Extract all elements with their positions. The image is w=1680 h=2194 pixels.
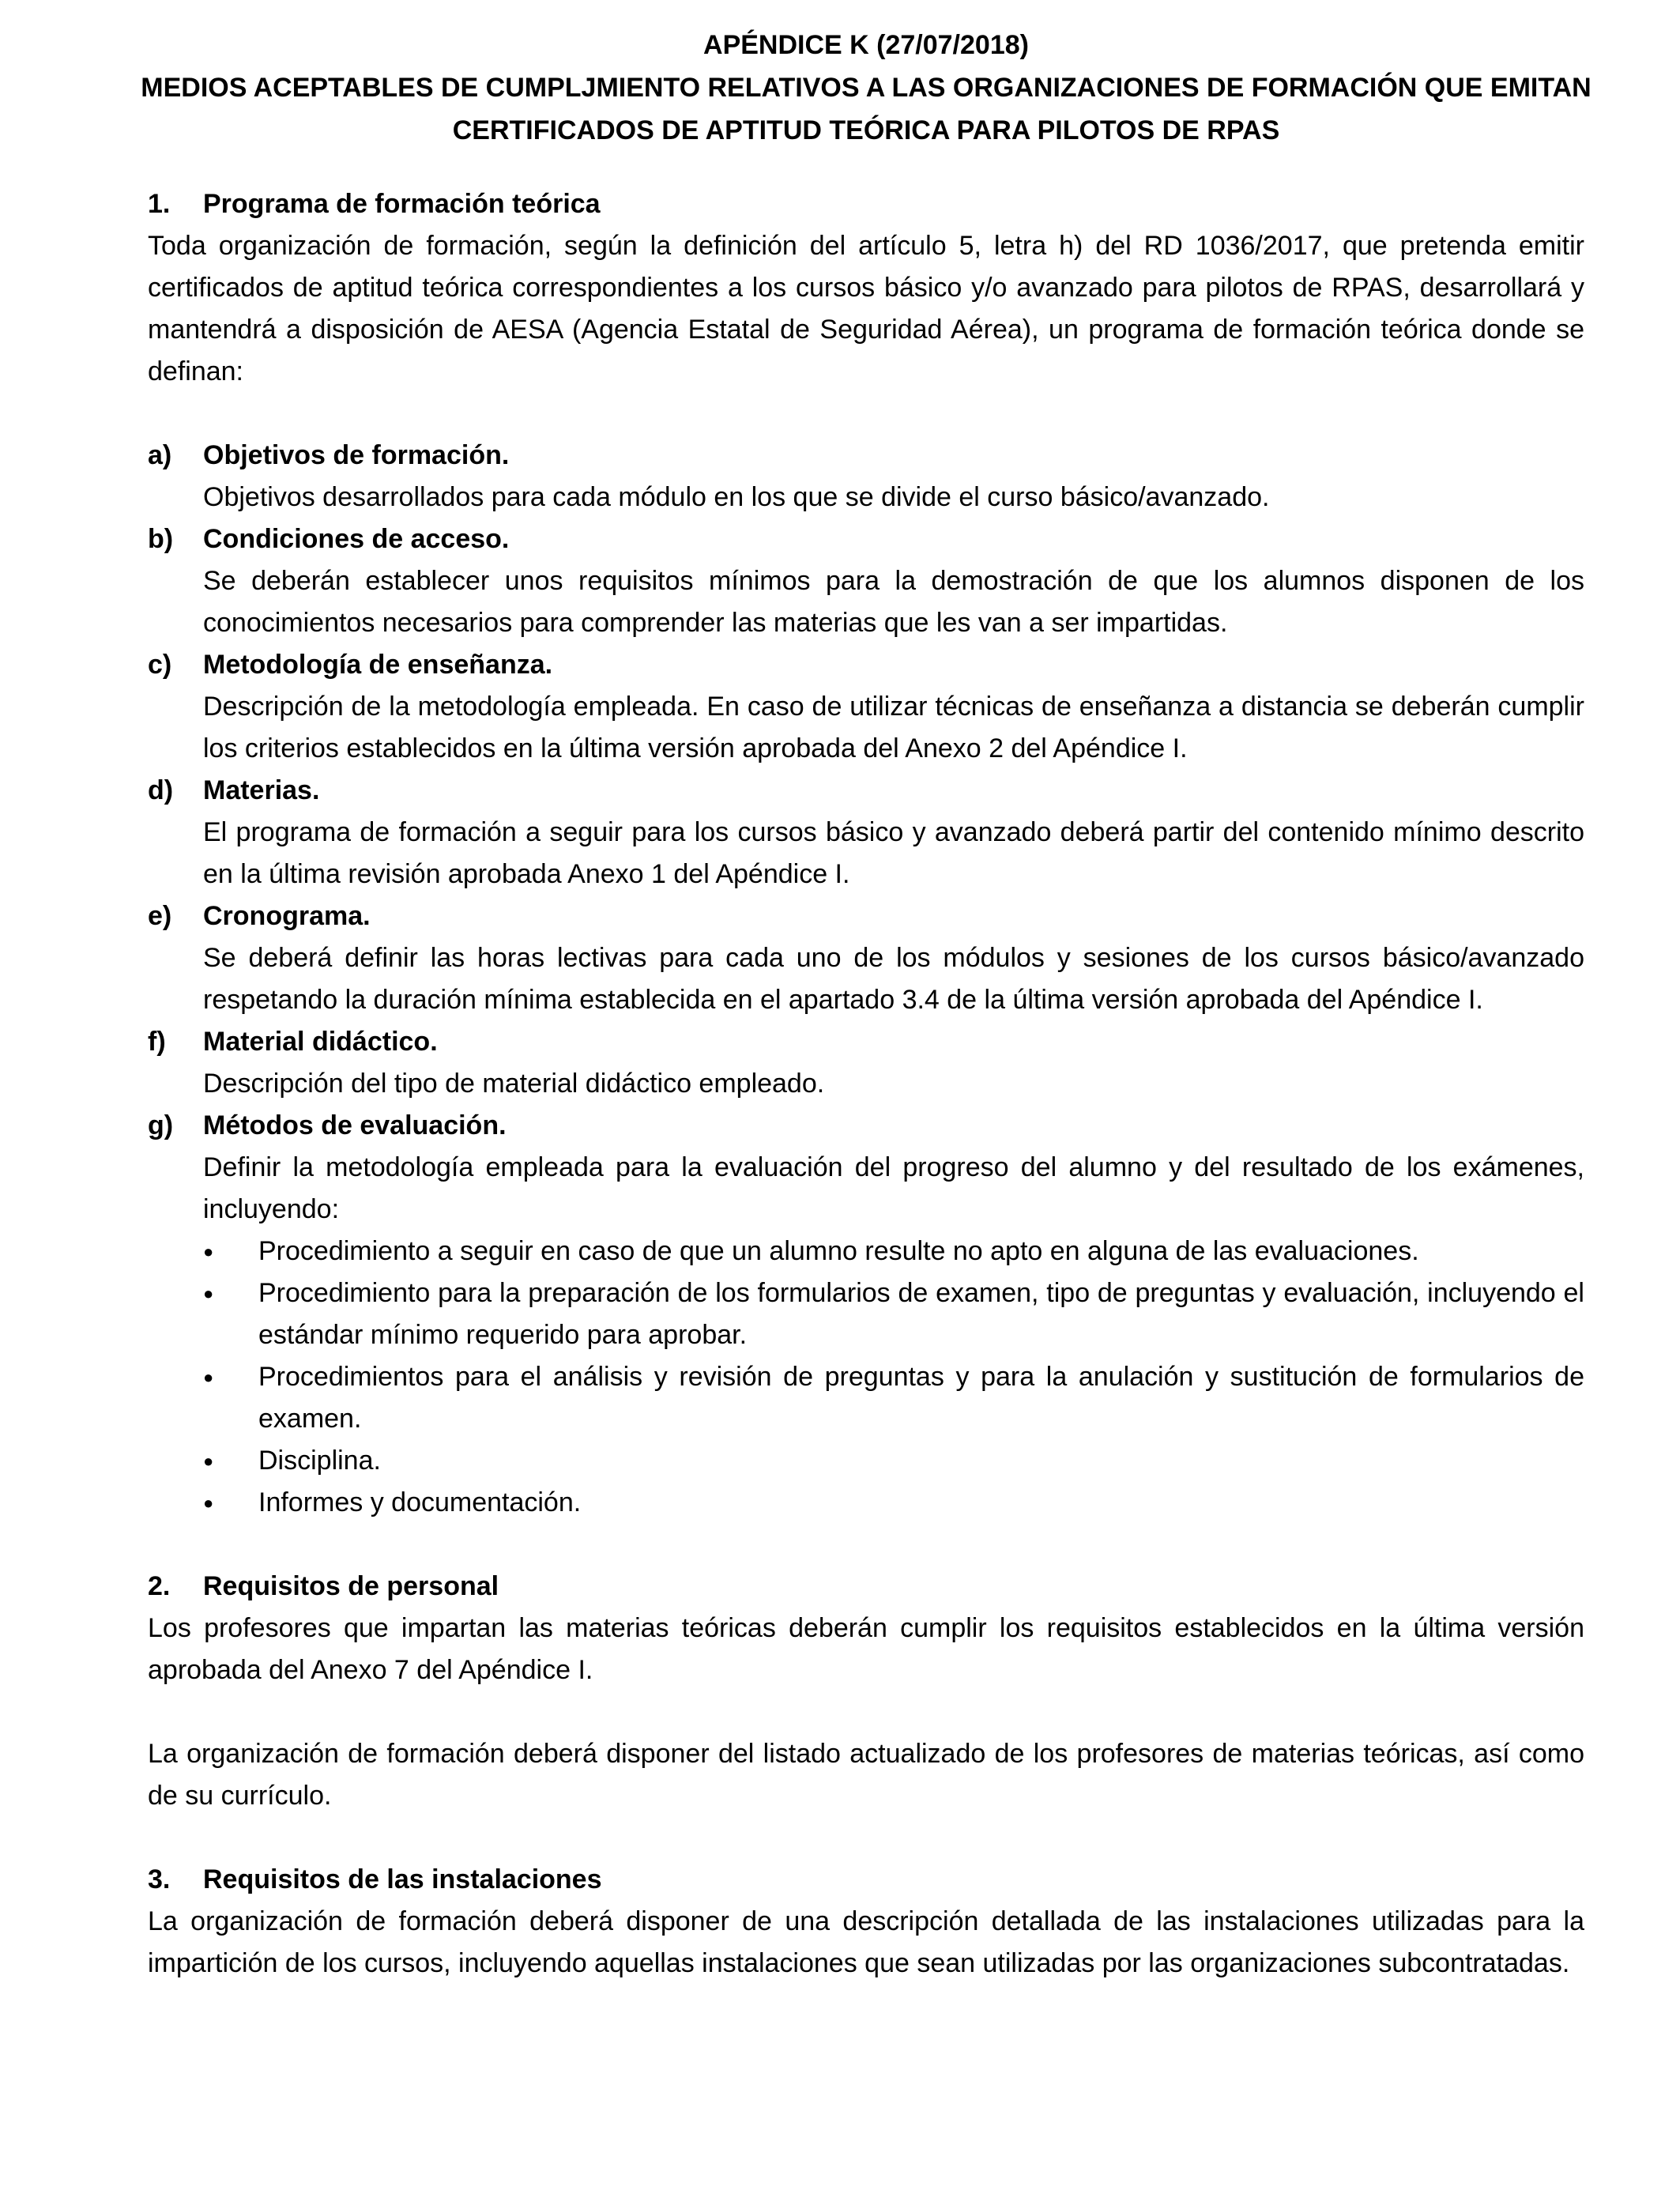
item-d bbox=[148, 770, 1584, 895]
list-item bbox=[203, 1482, 1584, 1524]
item-body: El programa de formación a seguir para los cursos básico y avanzado deberá partir del contenido mínimo descrito en la última revisión aprobada Anexo 1 del Apéndice I. bbox=[203, 817, 1584, 889]
item-title: Métodos de evaluación. bbox=[203, 1110, 507, 1140]
item-f bbox=[148, 1021, 1584, 1105]
list-item bbox=[203, 1356, 1584, 1440]
section-3-heading bbox=[148, 1859, 1584, 1901]
item-letter: c) bbox=[148, 650, 172, 680]
section-1-number: 1. bbox=[148, 189, 171, 219]
bullet-text: Disciplina. bbox=[258, 1446, 381, 1476]
item-body: Descripción del tipo de material didáctico empleado. bbox=[203, 1069, 825, 1099]
item-letter: a) bbox=[148, 440, 172, 470]
list-item bbox=[203, 1231, 1584, 1272]
bullet-icon: ● bbox=[203, 1284, 214, 1303]
item-letter: f) bbox=[148, 1027, 166, 1057]
bullet-icon: ● bbox=[203, 1493, 214, 1513]
section-3-paragraph-1: La organización de formación deberá disponer de una descripción detallada de las instalaciones utilizadas para la impartición de los cursos, incluyendo aquellas instalaciones que sean utilizadas por las organizaciones subcontratadas. bbox=[148, 1906, 1584, 1978]
item-title: Metodología de enseñanza. bbox=[203, 650, 553, 680]
item-body: Definir la metodología empleada para la evaluación del progreso del alumno y del resultado de los exámenes, incluyendo: bbox=[203, 1152, 1584, 1224]
item-c bbox=[148, 644, 1584, 770]
list-item bbox=[203, 1440, 1584, 1482]
bullet-text: Procedimiento a seguir en caso de que un alumno resulte no apto en alguna de las evaluaciones. bbox=[258, 1236, 1419, 1266]
item-a bbox=[148, 435, 1584, 518]
item-letter: e) bbox=[148, 901, 172, 931]
section-2-paragraph-2: La organización de formación deberá disponer del listado actualizado de los profesores de materias teóricas, así como de su currículo. bbox=[148, 1739, 1584, 1811]
item-title: Objetivos de formación. bbox=[203, 440, 510, 470]
bullet-icon: ● bbox=[203, 1367, 214, 1387]
section-3-title: Requisitos de las instalaciones bbox=[203, 1864, 602, 1894]
item-title: Materias. bbox=[203, 775, 320, 805]
bullet-text: Informes y documentación. bbox=[258, 1487, 582, 1517]
item-title: Condiciones de acceso. bbox=[203, 524, 510, 554]
section-2-heading bbox=[148, 1566, 1584, 1608]
bullet-text: Procedimiento para la preparación de los formularios de examen, tipo de preguntas y evaluación, incluyendo el estándar mínimo requerido para aprobar. bbox=[258, 1278, 1584, 1350]
item-title: Cronograma. bbox=[203, 901, 371, 931]
section-1-intro: Toda organización de formación, según la definición del artículo 5, letra h) del RD 1036/2017, que pretenda emitir certificados de aptitud teórica correspondientes a los cursos básico y/o avanzado para pilotos de RPAS, desarrollará y mantendrá a disposición de AESA (Agencia Estatal de Seguridad Aérea), un programa de formación teórica donde se definan: bbox=[148, 231, 1584, 386]
item-g bbox=[148, 1105, 1584, 1231]
section-2-title: Requisitos de personal bbox=[203, 1571, 499, 1601]
bullet-text: Procedimientos para el análisis y revisión de preguntas y para la anulación y sustitución de formularios de examen. bbox=[258, 1362, 1584, 1434]
bullet-icon: ● bbox=[203, 1242, 214, 1261]
appendix-title: APÉNDICE K (27/07/2018) bbox=[703, 30, 1029, 60]
section-3-number: 3. bbox=[148, 1864, 171, 1894]
section-1-title: Programa de formación teórica bbox=[203, 189, 601, 219]
document-title-line-1: MEDIOS ACEPTABLES DE CUMPLJMIENTO RELATIVOS A LAS ORGANIZACIONES DE FORMACIÓN QUE EMITAN bbox=[141, 73, 1591, 103]
section-2-number: 2. bbox=[148, 1571, 171, 1601]
item-body: Se deberá definir las horas lectivas para cada uno de los módulos y sesiones de los cursos básico/avanzado respetando la duración mínima establecida en el apartado 3.4 de la última versión aprobada del Apéndice I. bbox=[203, 943, 1584, 1015]
list-item bbox=[203, 1272, 1584, 1356]
bullet-icon: ● bbox=[203, 1451, 214, 1471]
item-letter: b) bbox=[148, 524, 174, 554]
item-body: Descripción de la metodología empleada. En caso de utilizar técnicas de enseñanza a distancia se deberán cumplir los criterios establecidos en la última versión aprobada del Anexo 2 del Apéndice I. bbox=[203, 692, 1584, 763]
item-letter: d) bbox=[148, 775, 174, 805]
document-title-line-2: CERTIFICADOS DE APTITUD TEÓRICA PARA PILOTOS DE RPAS bbox=[452, 115, 1280, 145]
item-letter: g) bbox=[148, 1110, 174, 1140]
evaluation-bullet-list bbox=[203, 1231, 1584, 1524]
document-header bbox=[96, 24, 1637, 152]
item-body: Objetivos desarrollados para cada módulo en los que se divide el curso básico/avanzado. bbox=[203, 482, 1270, 512]
section-1-heading bbox=[148, 183, 1584, 225]
item-title: Material didáctico. bbox=[203, 1027, 438, 1057]
item-e bbox=[148, 895, 1584, 1021]
item-body: Se deberán establecer unos requisitos mínimos para la demostración de que los alumnos disponen de los conocimientos necesarios para comprender las materias que les van a ser impartidas. bbox=[203, 566, 1584, 638]
section-2-paragraph-1: Los profesores que impartan las materias teóricas deberán cumplir los requisitos establecidos en la última versión aprobada del Anexo 7 del Apéndice I. bbox=[148, 1613, 1584, 1685]
item-b bbox=[148, 518, 1584, 644]
